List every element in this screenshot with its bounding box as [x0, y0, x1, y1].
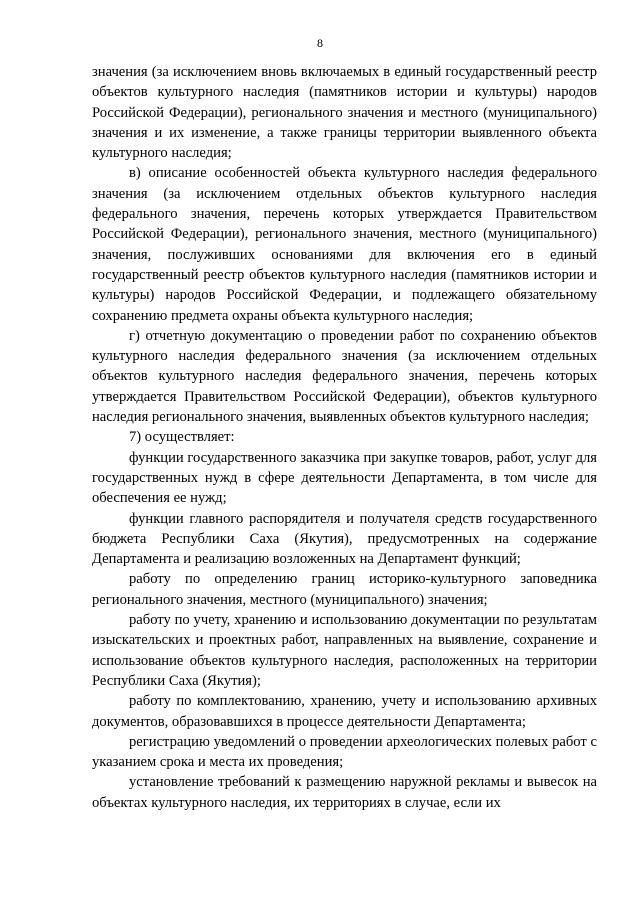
paragraph-continuation: значения (за исключением вновь включаемых в единый государственный реестр объектов культурного наследия (памятников истории и культуры) народов Российской Федерации), регионального значения и местного (муниципального) значения и их изменение, а также границы территории выявленного объекта культурного наследия;: [92, 64, 597, 162]
paragraph-item-g: г) отчетную документацию о проведении работ по сохранению объектов культурного наследия федерального значения (за исключением отдельных объектов культурного наследия федерального значения, перечень которых утверждается Правительством Российской Федерации), объектов культурного наследия регионального значения, выявленных объектов культурного наследия;: [92, 327, 597, 426]
paragraph-reserve-boundaries: работу по определению границ историко-культурного заповедника регионального значения, местного (муниципального) значения;: [92, 571, 597, 608]
paragraph-item-7: 7) осуществляет:: [129, 429, 235, 446]
page-number: 8: [317, 36, 323, 50]
paragraph-customer-functions: функции государственного заказчика при закупке товаров, работ, услуг для государственных нужд в сфере деятельности Департамента, в том числе для обеспечения ее нужд;: [92, 449, 597, 507]
paragraph-documentation-work: работу по учету, хранению и использованию документации по результатам изыскательских и проектных работ, направленных на выявление, сохранение и использование объектов культурного наследия, расположенных на территории Республики Саха (Якутия);: [92, 612, 597, 689]
paragraph-archive-work: работу по комплектованию, хранению, учету и использованию архивных документов, образовавшихся в процессе деятельности Департамента;: [92, 693, 597, 730]
paragraph-notification-registration: регистрацию уведомлений о проведении археологических полевых работ с указанием срока и места их проведения;: [92, 733, 597, 771]
document-body: [92, 62, 597, 813]
paragraph-item-v: в) описание особенностей объекта культурного наследия федерального значения (за исключением отдельных объектов культурного наследия федерального значения, перечень которых утверждается Правительством Российской Федерации), регионального значения, местного (муниципального) значения, послуживших основаниями для включения его в единый государственный реестр объектов культурного наследия (памятников истории и культуры) народов Российской Федерации, и подлежащего обязательному сохранению предмета охраны объекта культурного наследия;: [92, 165, 597, 324]
paragraph-advertising-requirements: установление требований к размещению наружной рекламы и вывесок на объектах культурного наследия, их территориях в случае, если их: [92, 774, 597, 811]
paragraph-budget-functions: функции главного распорядителя и получателя средств государственного бюджета Республики Саха (Якутия), предусмотренных на содержание Департамента и реализацию возложенных на Департамент функций;: [92, 510, 597, 568]
